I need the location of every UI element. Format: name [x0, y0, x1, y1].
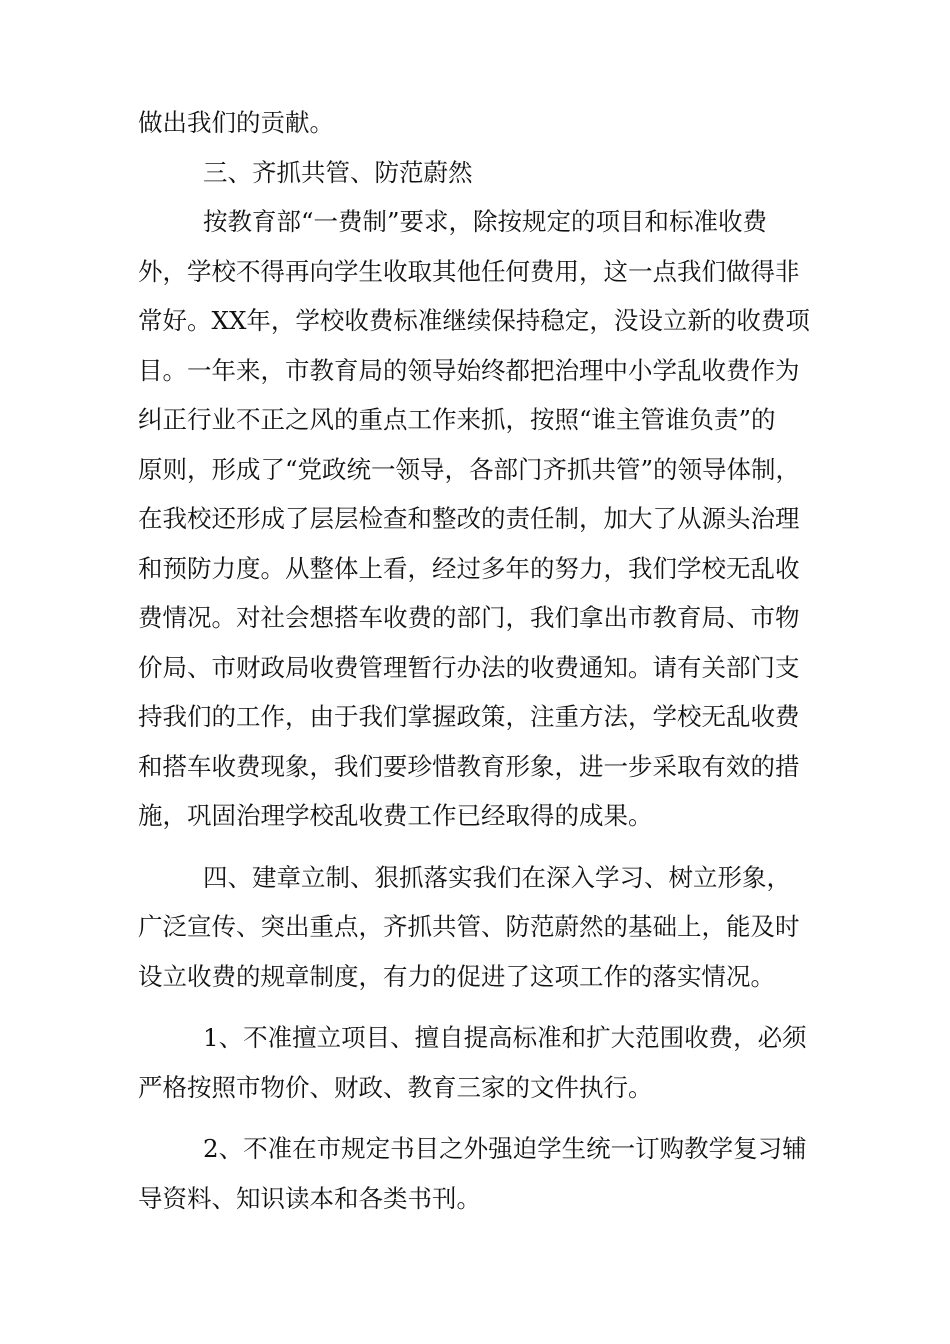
section-heading-4: 四、建章立制、狠抓落实我们在深入学习、树立形象，: [203, 862, 791, 892]
paragraph-line: 常好。XX年，学校收费标准继续保持稳定，没设立新的收费项: [138, 306, 810, 335]
paragraph-line: 设立收费的规章制度，有力的促进了这项工作的落实情况。: [138, 961, 775, 991]
paragraph-line: 按教育部“一费制”要求，除按规定的项目和标准收费: [203, 207, 768, 236]
paragraph-line: 费情况。对社会想搭车收费的部门，我们拿出市教育局、市物: [138, 603, 800, 632]
paragraph-line: 和搭车收费现象，我们要珍惜教育形象，进一步采取有效的措: [138, 751, 800, 781]
list-item-1: 1、不准擅立项目、擅自提高标准和扩大范围收费，必须: [203, 1023, 807, 1052]
paragraph-line: 和预防力度。从整体上看，经过多年的努力，我们学校无乱收: [138, 553, 800, 583]
list-item-2: 2、不准在市规定书目之外强迫学生统一订购教学复习辅: [203, 1134, 807, 1163]
paragraph-line: 原则，形成了“党政统一领导，各部门齐抓共管”的领导体制，: [138, 454, 801, 484]
paragraph-line: 纠正行业不正之风的重点工作来抓，按照“谁主管谁负责”的: [138, 405, 776, 434]
section-heading-3: 三、齐抓共管、防范蔚然: [203, 157, 473, 187]
paragraph-line: 在我校还形成了层层检查和整改的责任制，加大了从源头治理: [138, 504, 800, 533]
paragraph-line: 严格按照市物价、财政、教育三家的文件执行。: [138, 1072, 653, 1102]
paragraph-line: 价局、市财政局收费管理暂行办法的收费通知。请有关部门支: [138, 652, 800, 682]
paragraph-line: 导资料、知识读本和各类书刊。: [138, 1183, 481, 1213]
paragraph-line: 目。一年来，市教育局的领导始终都把治理中小学乱收费作为: [138, 355, 800, 385]
paragraph-line: 做出我们的贡献。: [138, 108, 334, 137]
paragraph-line: 施，巩固治理学校乱收费工作已经取得的成果。: [138, 801, 653, 830]
paragraph-line: 持我们的工作，由于我们掌握政策，注重方法，学校无乱收费: [138, 702, 800, 731]
paragraph-line: 外，学校不得再向学生收取其他任何费用，这一点我们做得非: [138, 256, 800, 286]
document-body: [138, 98, 838, 1223]
paragraph-line: 广泛宣传、突出重点，齐抓共管、防范蔚然的基础上，能及时: [138, 912, 800, 941]
